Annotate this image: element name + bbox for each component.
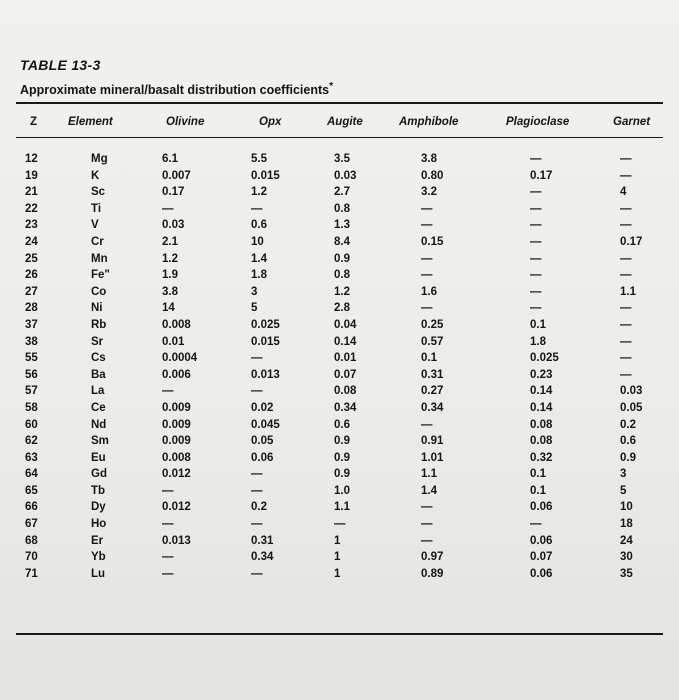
cell-amphibole: —	[421, 501, 433, 514]
cell-element: Er	[91, 534, 104, 547]
cell-garnet: —	[620, 252, 632, 265]
cell-plagioclase: 0.1	[530, 484, 546, 497]
cell-garnet: 10	[620, 501, 633, 514]
cell-garnet: —	[620, 269, 632, 282]
cell-garnet: 35	[620, 567, 633, 580]
cell-augite: 0.03	[334, 169, 357, 182]
cell-element: Rb	[91, 318, 107, 331]
cell-plagioclase: 0.06	[530, 534, 553, 547]
cell-garnet: 0.9	[620, 451, 636, 464]
cell-garnet: 18	[620, 518, 633, 531]
cell-opx: —	[251, 352, 263, 365]
cell-augite: 0.9	[334, 451, 350, 464]
cell-amphibole: 0.80	[421, 169, 444, 182]
table-subtitle	[20, 81, 333, 97]
cell-olivine: 0.009	[162, 401, 191, 414]
cell-opx: 0.013	[251, 368, 280, 381]
cell-amphibole: 1.6	[421, 285, 437, 298]
cell-garnet: —	[620, 335, 632, 348]
cell-garnet: —	[620, 153, 632, 165]
cell-element: Co	[91, 285, 107, 298]
cell-olivine: 6.1	[162, 153, 178, 165]
cell-z: 26	[25, 269, 38, 282]
cell-olivine: 0.013	[162, 534, 191, 547]
cell-garnet: 0.03	[620, 385, 643, 398]
cell-garnet: —	[620, 368, 632, 381]
cell-garnet: 3	[620, 468, 627, 481]
cell-olivine: 0.012	[162, 501, 191, 514]
cell-opx: 0.015	[251, 169, 280, 182]
cell-garnet: —	[620, 219, 632, 232]
cell-augite: 2.7	[334, 186, 350, 199]
cell-amphibole: —	[421, 252, 433, 265]
cell-element: Cs	[91, 352, 106, 365]
cell-z: 25	[25, 252, 38, 265]
cell-olivine: —	[162, 202, 174, 215]
subtitle-text: Approximate mineral/basalt distribution coefficients	[20, 83, 330, 98]
cell-opx: —	[251, 202, 263, 215]
cell-garnet: 24	[620, 534, 633, 547]
cell-amphibole: 0.34	[421, 401, 444, 414]
cell-element: Ti	[91, 202, 102, 215]
cell-opx: 1.2	[251, 186, 267, 199]
cell-element: Gd	[91, 468, 107, 481]
cell-garnet: —	[620, 169, 632, 182]
cell-opx: 0.025	[251, 318, 280, 331]
table-bottom-rule	[16, 633, 663, 635]
cell-z: 56	[25, 368, 38, 381]
cell-plagioclase: —	[530, 302, 542, 315]
cell-augite: 8.4	[334, 235, 350, 248]
cell-plagioclase: 0.08	[530, 418, 553, 431]
header-garnet: Garnet	[613, 116, 651, 128]
footnote-mark: *	[329, 81, 334, 92]
cell-plagioclase: 0.1	[530, 318, 546, 331]
cell-amphibole: 0.27	[421, 385, 444, 398]
cell-plagioclase: —	[530, 252, 542, 265]
cell-opx: 3	[251, 285, 258, 298]
column-element	[91, 151, 110, 582]
cell-plagioclase: 0.23	[530, 368, 553, 381]
cell-amphibole: 0.1	[421, 352, 437, 365]
header-rule	[16, 137, 663, 138]
cell-z: 23	[25, 219, 38, 232]
header-augite: Augite	[327, 116, 363, 128]
cell-olivine: 0.012	[162, 468, 191, 481]
cell-opx: 0.015	[251, 335, 280, 348]
column-opx	[251, 151, 280, 582]
cell-element: Eu	[91, 451, 106, 464]
cell-augite: 1	[334, 534, 341, 547]
cell-plagioclase: 0.32	[530, 451, 553, 464]
cell-z: 70	[25, 551, 38, 564]
cell-plagioclase: —	[530, 285, 542, 298]
cell-garnet: 30	[620, 551, 633, 564]
cell-element: K	[91, 169, 100, 182]
cell-amphibole: 0.97	[421, 551, 444, 564]
cell-element: Yb	[91, 551, 106, 564]
cell-augite: 0.08	[334, 385, 357, 398]
header-amphibole: Amphibole	[399, 116, 459, 128]
cell-olivine: —	[162, 484, 174, 497]
cell-olivine: 0.009	[162, 418, 191, 431]
cell-z: 68	[25, 534, 38, 547]
cell-opx: 5.5	[251, 153, 267, 165]
cell-garnet: 4	[620, 186, 627, 199]
cell-z: 58	[25, 401, 38, 414]
cell-garnet: 1.1	[620, 285, 636, 298]
cell-z: 28	[25, 302, 38, 315]
cell-olivine: 1.2	[162, 252, 178, 265]
cell-plagioclase: —	[530, 518, 542, 531]
cell-amphibole: —	[421, 269, 433, 282]
cell-augite: 1	[334, 567, 341, 580]
cell-opx: 0.045	[251, 418, 280, 431]
header-z: Z	[30, 116, 38, 128]
header-plagioclase: Plagioclase	[506, 116, 570, 128]
cell-opx: —	[251, 385, 263, 398]
cell-opx: 0.02	[251, 401, 274, 414]
cell-olivine: 2.1	[162, 235, 178, 248]
cell-plagioclase: —	[530, 202, 542, 215]
cell-opx: 5	[251, 302, 258, 315]
cell-augite: 0.34	[334, 401, 357, 414]
cell-plagioclase: 0.08	[530, 435, 553, 448]
cell-olivine: 0.007	[162, 169, 191, 182]
cell-amphibole: 1.01	[421, 451, 444, 464]
cell-amphibole: 1.1	[421, 468, 437, 481]
cell-z: 19	[25, 169, 38, 182]
cell-amphibole: 3.2	[421, 186, 437, 199]
cell-opx: 0.6	[251, 219, 267, 232]
cell-garnet: —	[620, 302, 632, 315]
cell-amphibole: 1.4	[421, 484, 437, 497]
cell-z: 66	[25, 501, 38, 514]
cell-amphibole: 0.25	[421, 318, 444, 331]
cell-olivine: —	[162, 567, 174, 580]
cell-augite: 0.14	[334, 335, 357, 348]
cell-plagioclase: —	[530, 186, 542, 199]
header-olivine: Olivine	[166, 116, 205, 128]
table-title: TABLE 13-3	[20, 57, 101, 73]
cell-plagioclase: 0.06	[530, 567, 553, 580]
cell-opx: —	[251, 484, 263, 497]
cell-augite: 1.2	[334, 285, 350, 298]
cell-olivine: 14	[162, 302, 175, 315]
cell-z: 64	[25, 468, 38, 481]
cell-opx: —	[251, 567, 263, 580]
table-top-rule	[16, 102, 663, 104]
cell-z: 57	[25, 385, 38, 398]
cell-plagioclase: 0.17	[530, 169, 553, 182]
cell-olivine: 1.9	[162, 269, 178, 282]
cell-z: 12	[25, 153, 38, 165]
cell-element: Ba	[91, 368, 106, 381]
cell-z: 62	[25, 435, 38, 448]
cell-z: 27	[25, 285, 38, 298]
column-olivine	[162, 151, 197, 582]
cell-opx: 0.34	[251, 551, 274, 564]
cell-olivine: 0.008	[162, 451, 191, 464]
cell-augite: —	[334, 518, 346, 531]
cell-element: Ni	[91, 302, 103, 315]
column-augite	[334, 151, 356, 582]
cell-amphibole: 0.91	[421, 435, 444, 448]
cell-plagioclase: 0.06	[530, 501, 553, 514]
cell-plagioclase: —	[530, 153, 542, 165]
cell-olivine: —	[162, 518, 174, 531]
cell-garnet: —	[620, 352, 632, 365]
cell-z: 21	[25, 186, 38, 199]
cell-element: Nd	[91, 418, 107, 431]
cell-olivine: 0.17	[162, 186, 185, 199]
cell-amphibole: 0.15	[421, 235, 444, 248]
cell-olivine: —	[162, 551, 174, 564]
header-element: Element	[68, 116, 113, 128]
cell-opx: —	[251, 518, 263, 531]
cell-element: Tb	[91, 484, 106, 497]
cell-z: 55	[25, 352, 38, 365]
cell-amphibole: 0.57	[421, 335, 444, 348]
cell-augite: 0.9	[334, 435, 350, 448]
column-plagioclase	[530, 151, 559, 582]
cell-garnet: 0.05	[620, 401, 643, 414]
cell-augite: 0.9	[334, 252, 350, 265]
cell-augite: 0.07	[334, 368, 357, 381]
cell-plagioclase: 1.8	[530, 335, 546, 348]
cell-olivine: 0.006	[162, 368, 191, 381]
cell-element: Dy	[91, 501, 106, 514]
cell-opx: 0.31	[251, 534, 274, 547]
cell-plagioclase: 0.025	[530, 352, 559, 365]
cell-olivine: —	[162, 385, 174, 398]
cell-olivine: 0.009	[162, 435, 191, 448]
cell-plagioclase: 0.07	[530, 551, 553, 564]
cell-garnet: 0.2	[620, 418, 636, 431]
cell-z: 24	[25, 235, 38, 248]
cell-plagioclase: —	[530, 269, 542, 282]
cell-augite: 0.01	[334, 352, 357, 365]
cell-augite: 0.6	[334, 418, 350, 431]
column-z	[25, 151, 38, 582]
cell-amphibole: —	[421, 302, 433, 315]
cell-garnet: 0.6	[620, 435, 636, 448]
cell-element: Sr	[91, 335, 104, 348]
cell-element: V	[91, 219, 99, 232]
cell-z: 67	[25, 518, 38, 531]
cell-element: Sc	[91, 186, 106, 199]
cell-z: 22	[25, 202, 38, 215]
cell-garnet: —	[620, 202, 632, 215]
cell-olivine: 0.03	[162, 219, 185, 232]
cell-element: Ce	[91, 401, 106, 414]
cell-element: Ho	[91, 518, 107, 531]
cell-element: Fe"	[91, 269, 110, 282]
cell-z: 37	[25, 318, 38, 331]
cell-element: La	[91, 385, 105, 398]
cell-amphibole: 0.31	[421, 368, 444, 381]
cell-opx: 10	[251, 235, 264, 248]
cell-amphibole: —	[421, 202, 433, 215]
cell-olivine: 0.0004	[162, 352, 198, 365]
cell-element: Lu	[91, 567, 106, 580]
cell-augite: 1.0	[334, 484, 350, 497]
cell-opx: 1.8	[251, 269, 267, 282]
cell-augite: 0.8	[334, 202, 350, 215]
cell-opx: 0.05	[251, 435, 274, 448]
cell-z: 63	[25, 451, 38, 464]
cell-garnet: —	[620, 318, 632, 331]
cell-olivine: 0.01	[162, 335, 185, 348]
cell-element: Mn	[91, 252, 108, 265]
cell-element: Sm	[91, 435, 109, 448]
cell-amphibole: 3.8	[421, 153, 437, 165]
cell-plagioclase: 0.1	[530, 468, 546, 481]
cell-amphibole: —	[421, 219, 433, 232]
cell-amphibole: 0.89	[421, 567, 444, 580]
cell-opx: 1.4	[251, 252, 267, 265]
cell-augite: 1.3	[334, 219, 350, 232]
cell-augite: 1	[334, 551, 341, 564]
cell-olivine: 0.008	[162, 318, 191, 331]
cell-augite: 1.1	[334, 501, 350, 514]
cell-augite: 0.9	[334, 468, 350, 481]
cell-amphibole: —	[421, 418, 433, 431]
cell-opx: —	[251, 468, 263, 481]
cell-amphibole: —	[421, 518, 433, 531]
header-opx: Opx	[259, 116, 282, 128]
cell-augite: 0.8	[334, 269, 350, 282]
cell-augite: 0.04	[334, 318, 357, 331]
cell-element: Mg	[91, 153, 108, 165]
cell-garnet: 5	[620, 484, 627, 497]
cell-augite: 3.5	[334, 153, 350, 165]
column-garnet	[620, 151, 642, 582]
cell-amphibole: —	[421, 534, 433, 547]
cell-z: 65	[25, 484, 38, 497]
cell-plagioclase: —	[530, 235, 542, 248]
cell-opx: 0.2	[251, 501, 267, 514]
cell-olivine: 3.8	[162, 285, 178, 298]
cell-element: Cr	[91, 235, 104, 248]
cell-z: 71	[25, 567, 38, 580]
cell-garnet: 0.17	[620, 235, 643, 248]
cell-plagioclase: 0.14	[530, 401, 553, 414]
column-amphibole	[421, 151, 443, 582]
cell-z: 38	[25, 335, 38, 348]
cell-plagioclase: —	[530, 219, 542, 232]
cell-plagioclase: 0.14	[530, 385, 553, 398]
cell-z: 60	[25, 418, 38, 431]
cell-augite: 2.8	[334, 302, 350, 315]
cell-opx: 0.06	[251, 451, 274, 464]
